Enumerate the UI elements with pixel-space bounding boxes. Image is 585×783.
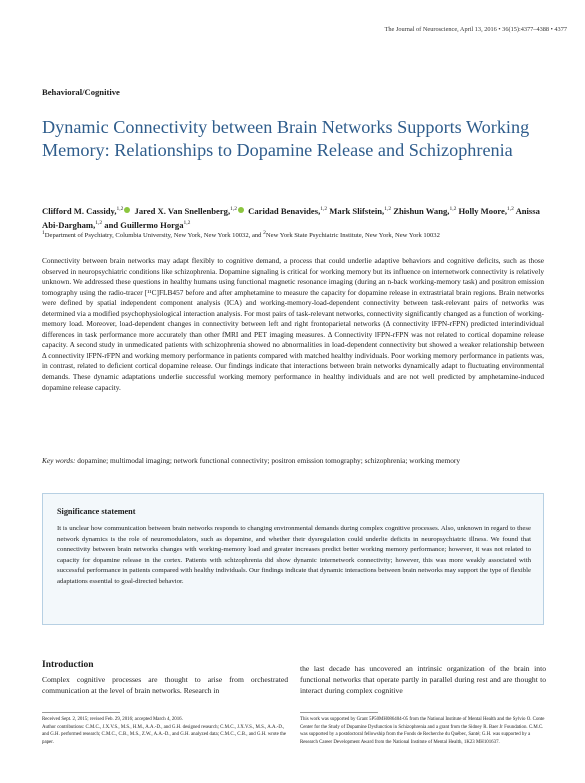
significance-box xyxy=(42,493,544,625)
author-affiliation-marker: 1,2 xyxy=(320,206,328,212)
author-affiliation-marker: 1,2 xyxy=(230,206,237,212)
affiliations xyxy=(42,229,562,240)
keywords-text: dopamine; multimodal imaging; network functional connectivity; positron emission tomography; schizophrenia; working memory xyxy=(75,456,461,465)
article-title: Dynamic Connectivity between Brain Networks Supports Working Memory: Relationships to Dopamine Release and Schizophrenia xyxy=(42,117,530,160)
author-affiliation-marker: 1,2 xyxy=(449,206,457,212)
keywords xyxy=(42,456,544,467)
introduction-text-left: Complex cognitive processes are thought to arise from orchestrated communication at the level of brain networks. Research in xyxy=(42,675,288,696)
introduction-text-right: the last decade has uncovered an intrinsic organization of the brain into functional networks that operate partly in parallel during rest and are thought to interact during complex cognitive xyxy=(300,664,546,696)
abstract: Connectivity between brain networks may adapt flexibly to cognitive demand, a process that could underlie adaptive behaviors and cognitive deficits, such as those observed in neuropsychiatric conditions like schizophrenia. Dopamine signaling is critical for working memory but its influence on internetwork connectivity is relatively unknown. We addressed these questions in healthy humans using functional magnetic resonance imaging (during an n-back working-memory task) and positron emission tomography using the radio-tracer [¹¹C]FLB457 before and after amphetamine to measure the capacity for dopamine release in extrastriatal brain regions. Brain networks were defined by spatial independent component analysis (ICA) and working-memory-load-dependent connectivity between task-relevant pairs of networks was determined via a modified psychophysiological interaction analysis. For most pairs of task-relevant networks, connectivity significantly changed as a function of working-memory load. Moreover, load-dependent changes in connectivity between left and right frontoparietal networks (Δ connectivity lFPN-rFPN) predicted interindividual differences in task performance more accurately than other fMRI and PET imaging measures. Δ Connectivity lFPN-rFPN was not related to cortical dopamine release capacity. A second study in unmedicated patients with schizophrenia showed no abnormalities in load-dependent connectivity but showed a weaker relationship between Δ connectivity lFPN-rFPN and working memory performance in patients compared with matched healthy individuals. Poor working memory performance in patients was, in contrast, related to deficient cortical dopamine release. Our findings indicate that interactions between brain networks dynamically adapt to fluctuating environmental demands. These dynamic adaptations underlie successful working memory performance in healthy individuals and are not well predicted by amphetamine-induced dopamine release capacity. xyxy=(42,256,544,392)
orcid-icon[interactable] xyxy=(124,207,130,213)
section-label: Behavioral/Cognitive xyxy=(42,87,120,97)
orcid-icon[interactable] xyxy=(238,207,244,213)
journal-header: The Journal of Neuroscience, April 13, 2016 • 36(15):4377–4388 • 4377 xyxy=(384,26,567,33)
affiliation-marker: 1 xyxy=(42,230,45,236)
author-name[interactable]: Zhishun Wang, xyxy=(393,205,450,216)
footnote-funding: This work was supported by Grant 5P50MH086404-05 from the National Institute of Mental Health and the Sylvio O. Conte Center for the Study of Dopamine Dysfunction in Schizophrenia and a grant from the Sidney R. Baer Jr Foundation. C.M.C. was supported by a postdoctoral fellowship from the Fonds de Recherche du Québec, Santé; G.H. was supported by a Research Career Development Award from the National Institute of Mental Health, 1K23 MH101637. xyxy=(300,717,545,745)
footnote-contributions: Author contributions: C.M.C., J.X.V.S., M.S., H.M., A.A.-D., and G.H. designed research; C.M.C., J.X.V.S., M.S., A.A.-D., and G.H. performed research; C.M.C., C.B., M.S., Z.W., A.A.-D., and G.H. analyzed data; C.M.C., C.B., and G.H. wrote the paper. xyxy=(42,724,287,745)
author-affiliation-marker: 1,2 xyxy=(116,206,124,212)
author-name[interactable]: and Guillermo Horga xyxy=(104,219,184,230)
author-affiliation-marker: 1,2 xyxy=(384,206,392,212)
affiliation-marker: 2 xyxy=(263,230,266,236)
author-name[interactable]: Mark Slifstein, xyxy=(329,205,385,216)
footnotes-right xyxy=(300,716,546,746)
introduction-heading: Introduction xyxy=(42,660,94,670)
author-name[interactable]: Jared X. Van Snellenberg, xyxy=(134,205,231,216)
author-affiliation-marker: 1,2 xyxy=(95,219,103,226)
significance-body: It is unclear how communication between brain networks responds to changing environmental demands during complex cognitive processes. Also, unknown in regard to these network dynamics is the role of neuromodulators, such as dopamine, and whether their dysregulation could underlie deficits in neuropsychiatric illness. We found that connectivity between brain networks changes with working-memory load and greater increases predict better working memory performance; however, it was not related to capacity for dopamine release in the cortex. Patients with schizophrenia did show dynamic internetwork connectivity; however, this was more weakly associated with successful performance in patients compared with healthy individuals. Our findings indicate that dynamic interactions between brain networks may support the type of flexible adaptations essential to goal-directed behavior. xyxy=(57,525,531,585)
author-name[interactable]: Clifford M. Cassidy, xyxy=(42,205,117,216)
author-affiliation-marker: 1,2 xyxy=(183,219,191,226)
author-name[interactable]: Caridad Benavides, xyxy=(248,205,321,216)
affiliation-text: New York State Psychiatric Institute, New York, New York 10032 xyxy=(265,232,440,240)
footnote-received: Received Sept. 2, 2015; revised Feb. 29, 2016; accepted March 4, 2016. xyxy=(42,717,183,722)
author-name[interactable]: Holly Moore, xyxy=(458,205,507,216)
affiliation-text: Department of Psychiatry, Columbia University, New York, New York 10032, and xyxy=(44,232,264,240)
significance-title: Significance statement xyxy=(57,507,136,516)
author-list xyxy=(42,203,552,231)
footnote-divider-right xyxy=(300,712,378,713)
footnote-divider-left xyxy=(42,712,120,713)
author-name[interactable]: Anissa Abi-Dargham, xyxy=(42,205,540,230)
keywords-label: Key words: xyxy=(42,456,76,465)
footnotes-left xyxy=(42,716,288,746)
author-affiliation-marker: 1,2 xyxy=(507,206,514,212)
